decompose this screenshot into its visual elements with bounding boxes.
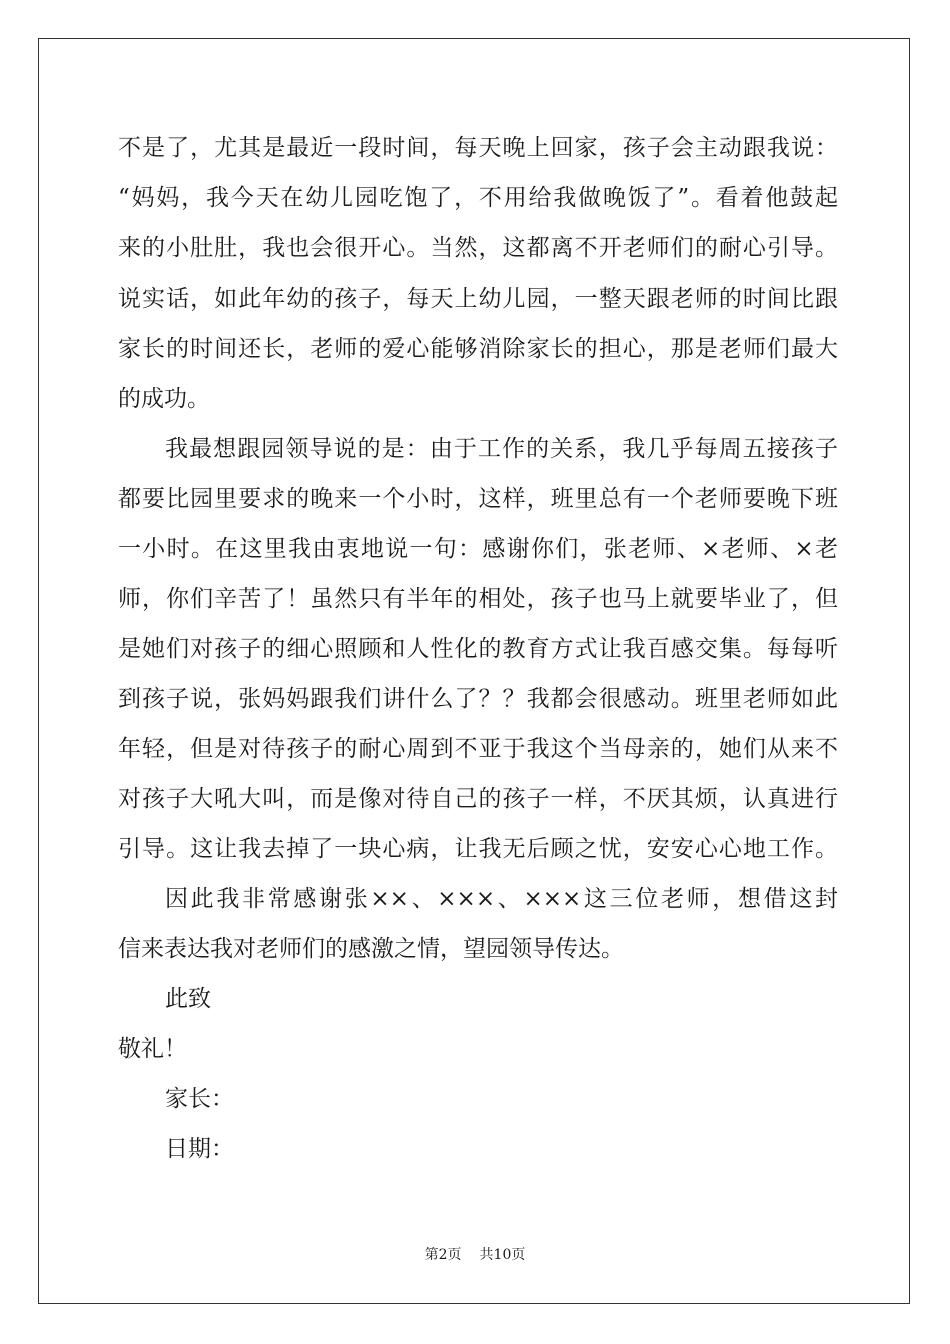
signature-parent: 家长： <box>165 1086 234 1112</box>
paragraph-line: 因此我非常感谢张××、×××、×××这三位老师，想借这封 <box>165 886 838 912</box>
paragraph-line: 一小时。在这里我由衷地说一句：感谢你们，张老师、×老师、×老 <box>118 536 838 562</box>
paragraph-line: 信来表达我对老师们的感激之情，望园领导传达。 <box>118 936 624 962</box>
paragraph-line: 家长的时间还长，老师的爱心能够消除家长的担心，那是老师们最大 <box>118 336 838 362</box>
paragraph-line: 都要比园里要求的晚来一个小时，这样，班里总有一个老师要晚下班 <box>118 486 838 512</box>
paragraph-line: 年轻，但是对待孩子的耐心周到不亚于我这个当母亲的，她们从来不 <box>118 736 838 762</box>
closing-salutation: 此致 <box>165 986 211 1012</box>
paragraph-line: 引导。这让我去掉了一块心病，让我无后顾之忧，安安心心地工作。 <box>118 836 838 862</box>
page-footer <box>0 1244 950 1264</box>
paragraph-line: 的成功。 <box>118 386 210 412</box>
closing-regards: 敬礼！ <box>118 1036 187 1062</box>
signature-date: 日期： <box>165 1136 234 1162</box>
paragraph-line: 师，你们辛苦了！虽然只有半年的相处，孩子也马上就要毕业了，但 <box>118 586 838 612</box>
paragraph-line: 说实话，如此年幼的孩子，每天上幼儿园，一整天跟老师的时间比跟 <box>118 286 838 312</box>
paragraph-line: 到孩子说，张妈妈跟我们讲什么了？？我都会很感动。班里老师如此 <box>118 686 838 712</box>
paragraph-line: “妈妈，我今天在幼儿园吃饱了，不用给我做晚饭了”。看着他鼓起 <box>118 185 838 211</box>
paragraph-line: 来的小肚肚，我也会很开心。当然，这都离不开老师们的耐心引导。 <box>118 235 838 261</box>
paragraph-line: 我最想跟园领导说的是：由于工作的关系，我几乎每周五接孩子 <box>165 436 838 462</box>
paragraph-line: 对孩子大吼大叫，而是像对待自己的孩子一样，不厌其烦，认真进行 <box>118 786 838 812</box>
paragraph-line: 不是了，尤其是最近一段时间，每天晚上回家，孩子会主动跟我说： <box>118 135 838 161</box>
paragraph-line: 是她们对孩子的细心照顾和人性化的教育方式让我百感交集。每每听 <box>118 636 838 662</box>
page-number-current: 第2页 <box>424 1247 462 1263</box>
page-number-total: 共10页 <box>479 1247 526 1263</box>
page-border <box>38 38 910 1304</box>
